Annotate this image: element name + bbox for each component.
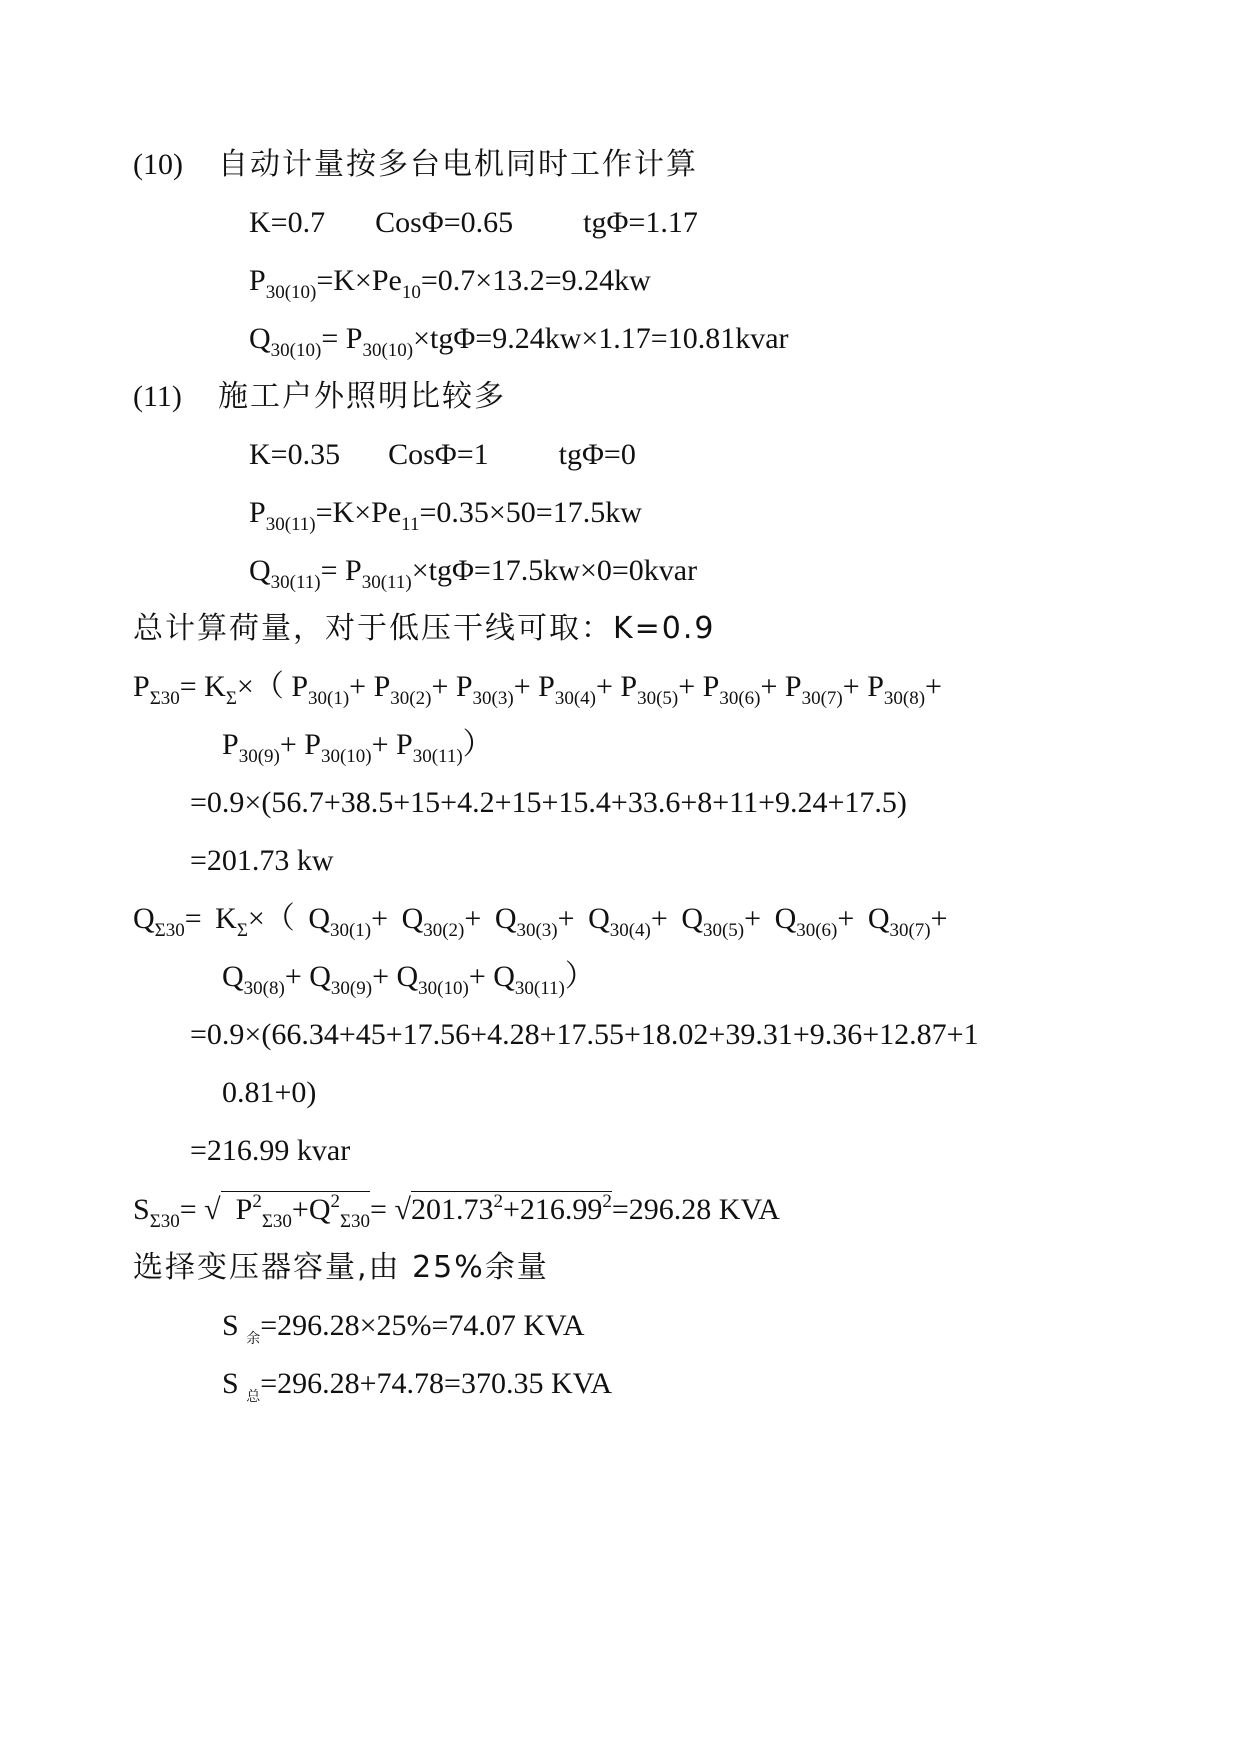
k-value: K=0.35 <box>249 438 341 471</box>
formula-symbol: Q <box>249 554 271 587</box>
sum-term-subscript: 30(1) <box>329 920 372 941</box>
transformer-surplus-formula <box>222 1309 585 1347</box>
sum-term-subscript: 30(5) <box>702 920 745 941</box>
sum-term-symbol: P <box>612 670 638 703</box>
formula-subscript: Σ <box>225 688 237 709</box>
p-total-terms <box>283 670 942 709</box>
sum-term-plus: + <box>284 960 302 993</box>
sum-term-subscript: 30(9) <box>330 978 373 999</box>
square-root-icon: √ <box>204 1193 221 1226</box>
sum-term-plus: + <box>650 902 668 935</box>
formula-symbol: S <box>222 1309 239 1342</box>
sum-term-plus: + <box>678 670 696 703</box>
formula-part: +216.99 <box>502 1193 603 1226</box>
section-number: (11) <box>133 380 182 413</box>
formula-symbol: P <box>235 1193 253 1226</box>
section-10-q-formula <box>249 322 789 361</box>
q-total-calculation-line-2: 0.81+0) <box>222 1076 317 1109</box>
sum-term-symbol: Q <box>294 902 330 935</box>
sum-term-subscript: 30(4) <box>609 920 651 941</box>
sum-term-symbol: Q <box>574 902 610 935</box>
q-total-formula-line-2 <box>222 960 595 999</box>
formula-subscript: 11 <box>401 514 420 535</box>
sum-term-subscript: 30(3) <box>472 688 514 709</box>
total-load-intro: 总计算荷量，对于低压干线可取：K=0.9 <box>133 611 716 646</box>
formula-result: =0.35×50=17.5kw <box>419 496 642 529</box>
sum-term-subscript: 30(7) <box>801 688 843 709</box>
sum-term-subscript: 30(11) <box>412 746 463 767</box>
p-total-result: =201.73 kw <box>190 844 334 877</box>
formula-superscript: 2 <box>602 1191 612 1212</box>
sum-term-symbol: Q <box>301 960 331 993</box>
sum-term-plus: + <box>372 960 389 993</box>
sum-term-subscript: 30(8) <box>883 688 926 709</box>
sum-term-subscript: 30(11) <box>514 978 565 999</box>
sum-term-symbol: Q <box>854 902 890 935</box>
sum-term-symbol: P <box>777 670 802 703</box>
sum-term-plus: + <box>744 902 762 935</box>
sum-term-subscript: 30(8) <box>243 978 285 999</box>
formula-superscript: 2 <box>252 1191 262 1212</box>
radicand-1 <box>221 1191 371 1232</box>
formula-result: =296.28+74.78=370.35 KVA <box>260 1367 613 1400</box>
sum-term-subscript: 30(6) <box>796 920 838 941</box>
sum-term-subscript: 30(7) <box>889 920 931 941</box>
sum-term-plus: + <box>595 670 613 703</box>
sum-term-plus: + <box>513 670 531 703</box>
p-total-formula-line-1 <box>133 670 942 709</box>
k-value: K=0.7 <box>249 206 326 239</box>
sum-term-plus: + <box>842 670 860 703</box>
formula-part: ×（ <box>236 670 284 703</box>
formula-subscript: Σ30 <box>339 1211 371 1232</box>
sum-term-plus: + <box>371 728 389 761</box>
sum-term-plus: + <box>431 670 449 703</box>
sum-term-symbol: Q <box>761 902 797 935</box>
section-title: 施工户外照明比较多 <box>218 379 506 414</box>
sum-term-symbol: Q <box>222 960 244 993</box>
formula-symbol: Q <box>308 1193 331 1226</box>
formula-result: =0.7×13.2=9.24kw <box>420 264 651 297</box>
sum-term-plus: + <box>760 670 778 703</box>
formula-result: ×tgΦ=17.5kw×0=0kvar <box>411 554 698 587</box>
sum-term-subscript: 30(4) <box>554 688 596 709</box>
sum-term-symbol: P <box>388 728 413 761</box>
formula-subscript: Σ30 <box>261 1211 292 1232</box>
sum-term-symbol: P <box>448 670 473 703</box>
formula-symbol: P <box>133 670 150 703</box>
formula-subscript: Σ30 <box>149 688 180 709</box>
sum-term-symbol: P <box>222 728 239 761</box>
formula-part: ） <box>564 960 595 993</box>
section-10-p-formula <box>249 264 651 303</box>
sum-term-symbol: Q <box>481 902 517 935</box>
sum-term-subscript: 30(9) <box>238 746 280 767</box>
formula-result: ×tgΦ=9.24kw×1.17=10.81kvar <box>413 322 789 355</box>
formula-subscript: 30(10) <box>270 340 322 361</box>
sum-term-subscript: 30(10) <box>320 746 372 767</box>
formula-part: = P <box>320 554 362 587</box>
sum-term-plus: + <box>464 902 482 935</box>
sum-term-plus: + <box>837 902 855 935</box>
formula-superscript: 2 <box>330 1191 340 1212</box>
sum-term-plus: + <box>468 960 486 993</box>
sum-term-symbol: P <box>366 670 391 703</box>
radicand-2 <box>411 1193 612 1227</box>
section-10-coefficients <box>249 206 698 240</box>
sum-term-subscript: 30(5) <box>637 688 679 709</box>
sum-term-symbol: P <box>530 670 555 703</box>
formula-subscript: 30(11) <box>265 514 316 535</box>
formula-result: =296.28 KVA <box>611 1193 780 1226</box>
formula-part: =K×Pe <box>316 264 402 297</box>
formula-part: ） <box>462 728 493 761</box>
formula-symbol: Q <box>133 902 155 935</box>
tg-value: tgΦ=0 <box>558 438 636 471</box>
section-11-p-formula <box>249 496 642 535</box>
formula-subscript: Σ30 <box>149 1211 180 1232</box>
formula-part: ×（ <box>247 902 295 935</box>
formula-subscript: 30(11) <box>361 572 412 593</box>
formula-part: = K <box>184 902 237 935</box>
q-total-formula-line-1 <box>133 902 948 941</box>
formula-part: = <box>370 1193 387 1226</box>
q-total-terms <box>222 960 565 999</box>
formula-symbol: S <box>222 1367 239 1400</box>
formula-part: = P <box>321 322 363 355</box>
q-total-terms <box>294 902 948 941</box>
formula-subscript: 10 <box>401 282 421 303</box>
sum-term-plus: + <box>349 670 367 703</box>
sum-term-symbol: Q <box>485 960 515 993</box>
square-root-icon: √ <box>394 1193 411 1226</box>
formula-subscript: Σ <box>236 920 248 941</box>
formula-superscript: 2 <box>493 1191 503 1212</box>
formula-subscript: Σ30 <box>154 920 185 941</box>
transformer-total-formula <box>222 1367 613 1405</box>
sum-term-subscript: 30(1) <box>308 688 350 709</box>
sum-term-symbol: P <box>283 670 309 703</box>
sum-term-subscript: 30(10) <box>418 978 469 999</box>
formula-part: 201.73 <box>410 1193 494 1226</box>
cos-value: CosΦ=1 <box>388 438 489 471</box>
q-total-result: =216.99 kvar <box>190 1134 351 1167</box>
formula-subscript: 余 <box>246 1331 261 1347</box>
sum-term-symbol: P <box>695 670 720 703</box>
formula-symbol: Q <box>249 322 271 355</box>
formula-part: + <box>291 1193 309 1226</box>
sum-term-subscript: 30(2) <box>423 920 465 941</box>
transformer-intro: 选择变压器容量,由 25%余量 <box>133 1250 549 1285</box>
section-11-coefficients <box>249 438 636 472</box>
sum-term-symbol: P <box>296 728 321 761</box>
formula-part: = <box>179 1193 197 1226</box>
sum-term-symbol: P <box>859 670 884 703</box>
formula-part: = K <box>179 670 226 703</box>
formula-part: =K×Pe <box>315 496 402 529</box>
formula-symbol: P <box>249 496 266 529</box>
q-total-calculation-line-1: =0.9×(66.34+45+17.56+4.28+17.55+18.02+39.31+9.36+12.87+1 <box>190 1018 979 1051</box>
sum-term-subscript: 30(6) <box>719 688 761 709</box>
formula-symbol: S <box>133 1193 150 1226</box>
sum-term-symbol: Q <box>389 960 419 993</box>
section-10-heading <box>133 148 698 182</box>
sum-term-plus: + <box>371 902 389 935</box>
p-total-terms <box>222 728 463 767</box>
formula-result: =296.28×25%=74.07 KVA <box>260 1309 585 1342</box>
formula-subscript: 30(10) <box>362 340 414 361</box>
sum-term-plus: + <box>557 902 575 935</box>
section-number: (10) <box>133 148 183 181</box>
formula-subscript: 总 <box>246 1389 261 1405</box>
formula-subscript: 30(11) <box>270 572 321 593</box>
formula-subscript: 30(10) <box>265 282 317 303</box>
sum-term-symbol: Q <box>667 902 703 935</box>
sum-term-plus: + <box>930 902 948 935</box>
section-11-heading <box>133 380 506 414</box>
sum-term-plus: + <box>279 728 297 761</box>
tg-value: tgΦ=1.17 <box>583 206 698 239</box>
sum-term-subscript: 30(2) <box>390 688 432 709</box>
p-total-formula-line-2 <box>222 728 493 767</box>
sum-term-subscript: 30(3) <box>516 920 558 941</box>
section-11-q-formula <box>249 554 698 593</box>
section-title: 自动计量按多台电机同时工作计算 <box>218 147 698 182</box>
p-total-calculation: =0.9×(56.7+38.5+15+4.2+15+15.4+33.6+8+11+9.24+17.5) <box>190 786 907 819</box>
cos-value: CosΦ=0.65 <box>375 206 514 239</box>
sum-term-symbol: Q <box>388 902 424 935</box>
sum-term-plus: + <box>925 670 942 703</box>
formula-symbol: P <box>249 264 266 297</box>
s-total-formula <box>133 1191 780 1232</box>
